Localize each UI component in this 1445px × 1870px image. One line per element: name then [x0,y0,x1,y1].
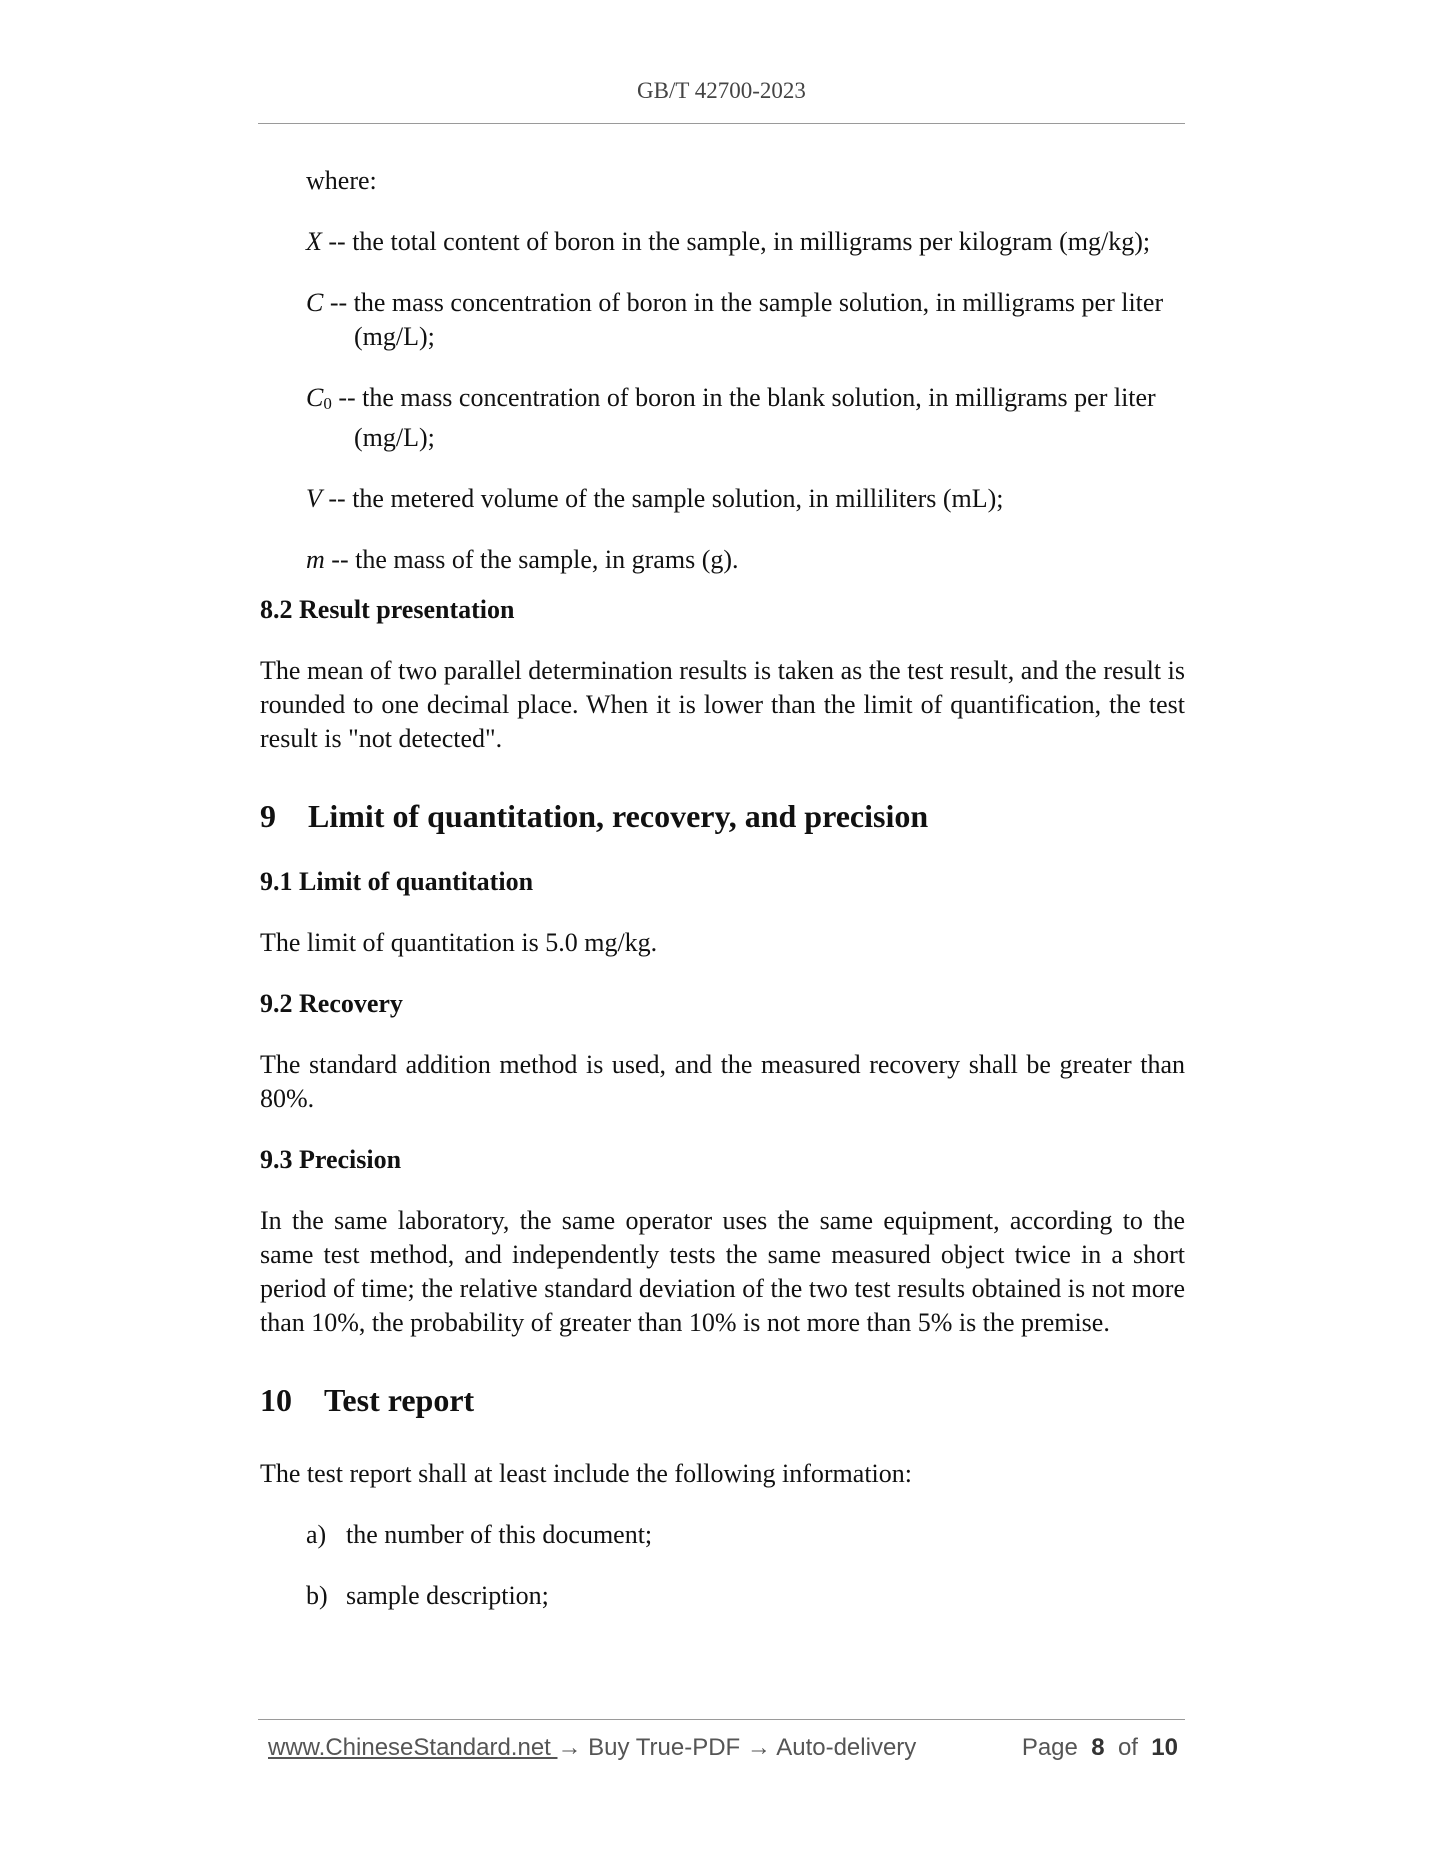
definition-text: -- the mass of the sample, in grams (g). [324,545,739,574]
page-word: Page [1021,1734,1078,1761]
section-8-2-text: The mean of two parallel determination results is taken as the test result, and the result is rounded to one decimal place. When it is lower than the limit of quantification, the test result is "not detected". [260,656,1185,753]
section-10-number: 10 [260,1382,292,1418]
definition-item [306,543,1185,577]
page-indicator [1022,1734,1178,1762]
section-9-3-text: In the same laboratory, the same operator uses the same equipment, according to the same test method, and independently tests the same measured object twice in a short period of time; the relative standard deviation of the two test results obtained is not more than 10%, the probability of greater than 10% is not more than 5% is the premise. [260,1206,1185,1337]
variable-symbol: V [306,484,322,513]
of-word: of [1117,1734,1138,1761]
section-8-2-heading: 8.2 Result presentation [260,595,515,624]
header-divider [258,123,1185,124]
section-9-title: Limit of quantitation, recovery, and precision [308,798,929,834]
page-footer [268,1734,1178,1762]
list-item-text: sample description; [346,1581,549,1610]
section-9-3-heading: 9.3 Precision [260,1145,402,1174]
variable-symbol: X [306,227,322,256]
list-item [306,1518,1185,1552]
section-9-number: 9 [260,798,276,834]
variable-symbol: m [306,545,325,574]
section-10-title: Test report [324,1382,475,1418]
section-9-1-text: The limit of quantitation is 5.0 mg/kg. [260,928,658,957]
section-10-intro: The test report shall at least include the following information: [260,1459,912,1488]
footer-tagline: → Buy True-PDF → Auto-delivery [557,1734,917,1761]
section-9-heading [260,796,1185,836]
variable-subscript: 0 [323,394,332,413]
section-9-2-heading: 9.2 Recovery [260,989,403,1018]
section-9-1-heading: 9.1 Limit of quantitation [260,867,534,896]
definition-item [306,381,1185,455]
report-items-list [260,1518,1185,1613]
where-label: where: [306,166,377,195]
footer-divider [258,1719,1185,1720]
definition-item [306,225,1185,259]
definition-item [306,286,1185,354]
list-marker: b) [306,1581,328,1610]
variable-definitions [260,164,1185,577]
section-10-heading [260,1380,1185,1420]
definition-text: -- the mass concentration of boron in the blank solution, in milligrams per liter (mg/L); [331,383,1156,452]
list-item-text: the number of this document; [346,1520,653,1549]
variable-symbol: C [306,383,324,412]
definition-text: -- the mass concentration of boron in the sample solution, in milligrams per liter (mg/L); [323,288,1164,351]
definition-text: -- the metered volume of the sample solution, in milliliters (mL); [321,484,1004,513]
website-link[interactable]: www.ChineseStandard.net [268,1734,558,1761]
definition-item [306,482,1185,516]
list-marker: a) [306,1520,327,1549]
section-9-2-text: The standard addition method is used, and the measured recovery shall be greater than 80%. [260,1050,1185,1113]
list-item [306,1579,1185,1613]
page-total: 10 [1151,1734,1178,1761]
page-number: 8 [1091,1734,1105,1761]
variable-symbol: C [306,288,324,317]
definition-text: -- the total content of boron in the sample, in milligrams per kilogram (mg/kg); [321,227,1151,256]
document-header-id: GB/T 42700-2023 [637,78,806,103]
page-body [260,164,1185,1640]
